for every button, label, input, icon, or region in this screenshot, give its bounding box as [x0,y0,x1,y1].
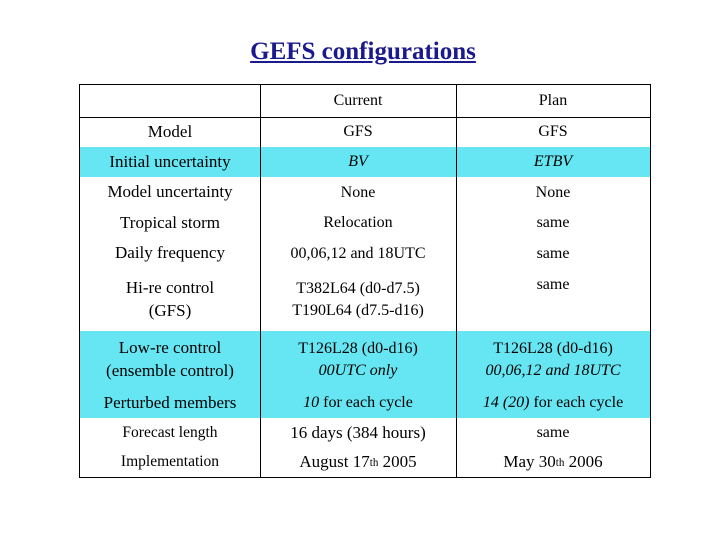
config-table [79,84,651,478]
plan-value: same [536,276,570,293]
current-value: None [340,183,376,201]
plan-value-line: 00,06,12 and 18UTC [485,361,621,379]
current-value: Relocation [323,214,393,232]
current-value: GFS [343,123,373,141]
plan-value-line: T126L28 (d0-d16) [493,339,613,357]
table-row [80,117,650,147]
table-row [80,208,650,238]
current-value [260,331,456,388]
current-date: August 17 [299,452,370,472]
column-divider [456,85,457,477]
row-label [80,331,260,388]
current-value [260,388,456,418]
current-value-line: 00UTC only [318,361,398,379]
plan-value: GFS [538,123,568,141]
plan-value [456,331,650,388]
current-value [260,269,456,331]
row-label-line: Hi-re control [125,278,215,298]
table-row [80,388,650,418]
column-divider [260,85,261,477]
table-header-row [80,85,650,117]
table-row [80,238,650,269]
plan-value: same [536,244,570,262]
current-value: 16 days (384 hours) [290,422,426,442]
plan-value: same [536,214,570,232]
row-label-line: (GFS) [148,301,192,320]
row-label-line: Low-re control [118,337,222,357]
row-label: Implementation [120,453,220,471]
current-value-line: T382L64 (d0-d7.5) [296,280,420,298]
plan-value [456,388,650,418]
table-row [80,418,650,448]
plan-value-rest: for each cycle [529,394,624,412]
plan-date-year: 2006 [564,452,603,472]
row-label: Perturbed members [103,392,237,412]
row-label: Forecast length [122,423,218,441]
table-row [80,448,650,477]
plan-value: same [536,424,570,442]
header-divider [80,117,650,118]
row-label [80,269,260,331]
current-date-year: 2005 [378,452,417,472]
current-value: August 17 th 2005 [260,448,456,477]
current-value-line: T126L28 (d0-d16) [298,339,418,357]
current-value: 00,06,12 and 18UTC [290,244,426,262]
row-label: Tropical storm [120,212,220,232]
plan-value-italic: 14 (20) [482,394,530,412]
current-value-line: T190L64 (d7.5-d16) [292,302,424,319]
table-row [80,269,650,331]
row-label: Initial uncertainty [109,151,231,171]
current-value-italic: 10 [303,394,320,412]
current-value-rest: for each cycle [319,394,413,412]
page-title: GEFS configurations [250,38,476,65]
row-label-line: (ensemble control) [106,360,234,380]
row-label: Model [147,121,193,141]
header-empty-cell [80,85,260,117]
plan-value: None [535,183,571,201]
table-row [80,177,650,208]
header-plan: Plan [538,92,568,110]
row-label: Daily frequency [115,243,225,263]
table-row [80,147,650,177]
header-current: Current [333,92,383,110]
plan-value: ETBV [533,153,573,171]
plan-date: May 30 [503,452,556,472]
table-row [80,331,650,388]
current-value: BV [348,153,368,171]
plan-value: May 30 th 2006 [456,448,650,477]
row-label: Model uncertainty [107,182,233,202]
